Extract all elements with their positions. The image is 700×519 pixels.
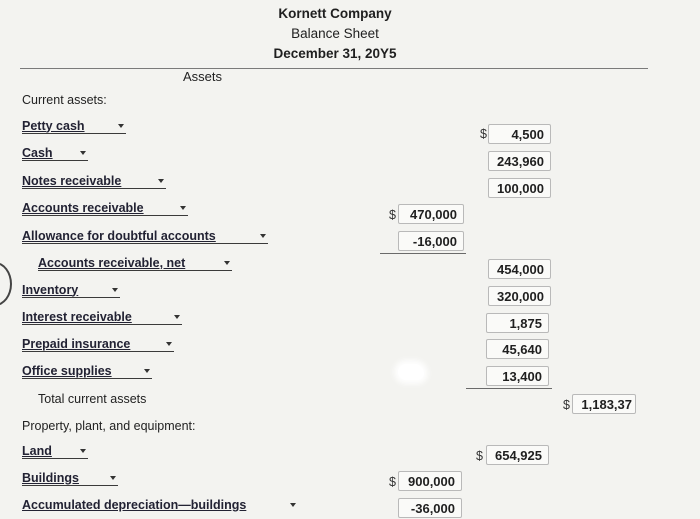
statement-date: December 31, 20Y5 [273,46,397,61]
prepaid-insurance-dropdown[interactable] [22,336,174,352]
cash-dropdown[interactable] [22,145,88,161]
current-assets-label: Current assets: [22,93,107,107]
header-divider [20,68,648,69]
chevron-down-icon [224,261,230,265]
dropdown-label: Accumulated depreciation—buildings [22,498,247,512]
chevron-down-icon [118,124,124,128]
chevron-down-icon [260,234,266,238]
subtotal-rule [466,388,552,389]
inventory-dropdown[interactable] [22,282,120,298]
dollar-sign: $ [389,475,396,489]
petty-cash-amount[interactable]: 4,500 [488,124,551,144]
assets-heading: Assets [183,69,223,84]
accounts-receivable-dropdown[interactable] [22,200,188,216]
dropdown-label: Cash [22,145,53,160]
dollar-sign: $ [389,208,396,222]
dropdown-label: Accounts receivable, net [38,255,186,270]
dropdown-label: Notes receivable [22,173,122,188]
dropdown-label: Allowance for doubtful accounts [22,228,216,243]
accumulated-depreciation-dropdown[interactable] [22,497,298,513]
total-current-assets-amount[interactable]: 1,183,37 [572,394,636,414]
dropdown-label: Accounts receivable [22,200,144,215]
dropdown-label: Land [22,443,52,458]
glare-spot [398,364,424,380]
petty-cash-dropdown[interactable] [22,118,126,134]
chevron-down-icon [80,151,86,155]
subtotal-rule [380,253,466,254]
inventory-amount[interactable]: 320,000 [488,286,551,306]
dropdown-label: Petty cash [22,118,85,133]
dropdown-label: Interest receivable [22,309,132,324]
chevron-down-icon [180,206,186,210]
dollar-sign: $ [480,127,487,141]
buildings-dropdown[interactable] [22,470,118,486]
ar-net-amount[interactable]: 454,000 [488,259,551,279]
accounts-receivable-amount[interactable]: 470,000 [398,204,464,224]
chevron-down-icon [158,179,164,183]
dropdown-label: Office supplies [22,363,112,378]
office-supplies-amount[interactable]: 13,400 [486,366,549,386]
cash-amount[interactable]: 243,960 [488,151,551,171]
total-current-assets-label: Total current assets [38,392,147,406]
company-name: Kornett Company [278,6,392,21]
ar-net-dropdown[interactable] [38,255,232,271]
dropdown-label: Prepaid insurance [22,336,131,351]
interest-receivable-dropdown[interactable] [22,309,182,325]
chevron-down-icon [290,503,296,507]
notes-receivable-dropdown[interactable] [22,173,166,189]
office-supplies-dropdown[interactable] [22,363,152,379]
dropdown-label: Inventory [22,282,79,297]
interest-receivable-amount[interactable]: 1,875 [486,313,549,333]
land-amount[interactable]: 654,925 [486,445,549,465]
chevron-down-icon [174,315,180,319]
chevron-down-icon [166,342,172,346]
statement-title: Balance Sheet [291,26,379,41]
ppe-label: Property, plant, and equipment: [22,419,196,433]
edge-curve [0,262,12,306]
notes-receivable-amount[interactable]: 100,000 [488,178,551,198]
buildings-amount[interactable]: 900,000 [398,471,462,491]
allowance-dropdown[interactable] [22,228,268,244]
chevron-down-icon [144,369,150,373]
chevron-down-icon [112,288,118,292]
chevron-down-icon [110,476,116,480]
dollar-sign: $ [563,398,570,412]
land-dropdown[interactable] [22,443,88,459]
allowance-amount[interactable]: -16,000 [398,231,464,251]
accumulated-depreciation-amount[interactable]: -36,000 [398,498,462,518]
prepaid-insurance-amount[interactable]: 45,640 [486,339,549,359]
chevron-down-icon [80,449,86,453]
dropdown-label: Buildings [22,470,79,485]
dollar-sign: $ [476,449,483,463]
